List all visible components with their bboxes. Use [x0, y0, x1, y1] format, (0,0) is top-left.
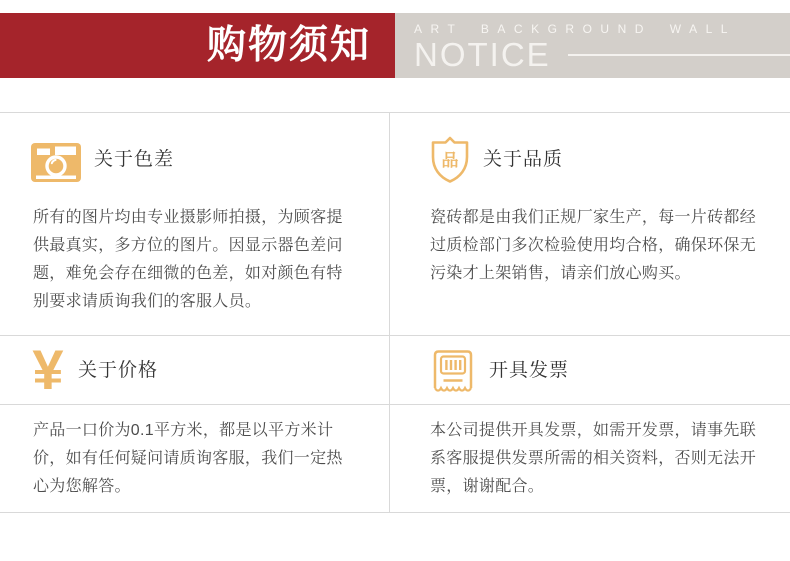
banner-gray-block — [395, 13, 790, 78]
banner-divider-line — [568, 54, 790, 56]
section-title-color-difference — [0, 113, 390, 192]
invoice-icon — [430, 347, 476, 394]
section-title-label: 关于色差 — [94, 149, 175, 170]
yen-icon: ¥ — [32, 338, 64, 401]
section-title-label: 关于价格 — [78, 359, 159, 381]
section-body-color-difference: 所有的图片均由专业摄影师拍摄，为顾客提供最真实，多方位的图片。因显示器色差问题，难免会存在细微的色差，如对颜色有特别要求请质询我们的客服人员。 — [0, 192, 390, 335]
section-title-label: 开具发票 — [489, 359, 570, 381]
section-title-quality — [390, 113, 790, 192]
page-title: 购物须知 — [206, 24, 371, 67]
shield-glyph: 品 — [441, 151, 459, 170]
banner-notice-row — [414, 37, 790, 73]
camera-icon — [31, 138, 81, 182]
banner-red-block — [0, 13, 395, 78]
section-title-price — [0, 335, 390, 404]
notice-grid — [0, 112, 790, 513]
notice-banner — [0, 13, 790, 78]
section-body-quality: 瓷砖都是由我们正规厂家生产，每一片砖都经过质检部门多次检验使用均合格，确保环保无污染才上架销售，请亲们放心购买。 — [430, 209, 757, 282]
section-title-invoice — [390, 335, 790, 404]
section-body-invoice: 本公司提供开具发票，如需开发票，请事先联系客服提供发票所需的相关资料，否则无法开票，谢谢配合。 — [390, 404, 790, 512]
banner-notice-word: NOTICE — [414, 36, 551, 73]
section-title-label: 关于品质 — [483, 149, 564, 170]
section-body-price: 产品一口价为0.1平方米，都是以平方米计价，如有任何疑问请质询客服，我们一定热心为您解答。 — [0, 404, 390, 512]
shield-icon — [430, 136, 470, 183]
banner-tagline: ART BACKGROUND WALL — [414, 22, 736, 36]
